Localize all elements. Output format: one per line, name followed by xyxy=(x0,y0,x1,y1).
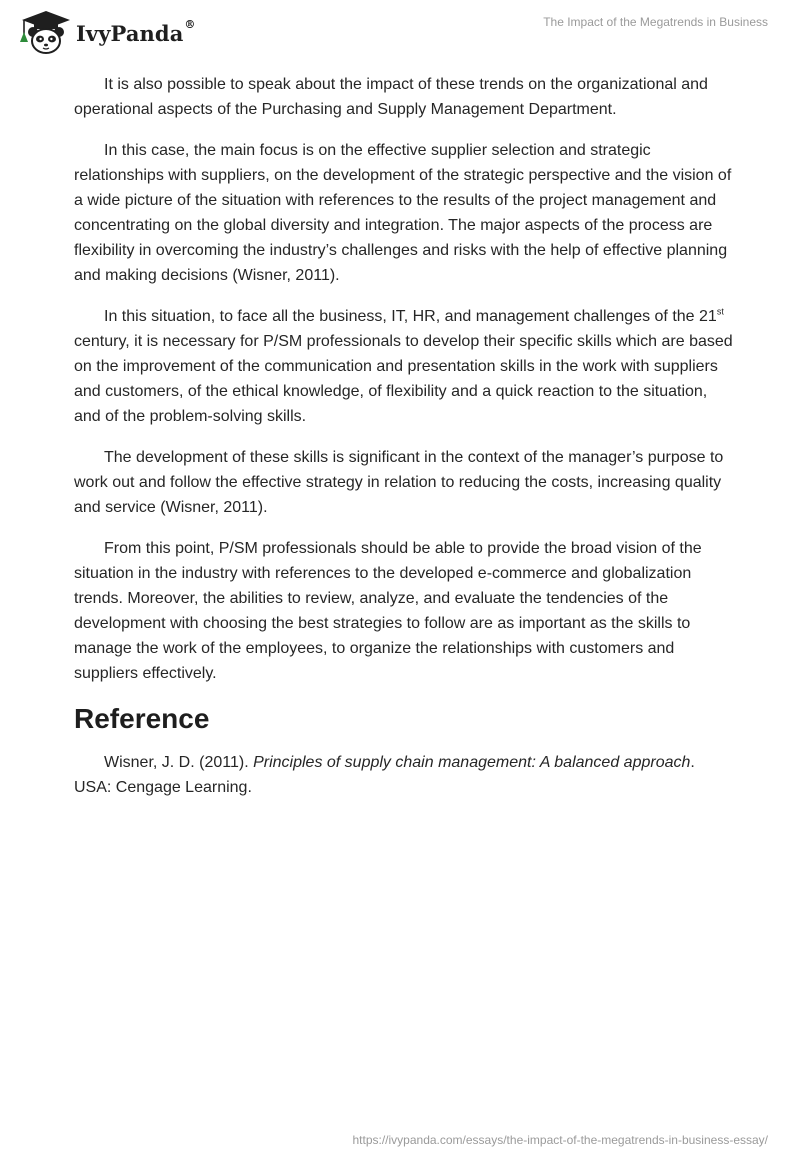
body-paragraph: The development of these skills is significant in the context of the manager’s purpose to work out and follow the effective strategy in relation to reducing the costs, increasing quality and service (Wisner, 2011). xyxy=(74,449,724,516)
reference-period: . xyxy=(690,754,695,771)
paragraph-text: century, it is necessary for P/SM professionals to develop their specific skills which are based on the improvement of the communication and presentation skills in the work with suppliers and customers, of the ethical knowledge, of flexibility and a quick reaction to the situation, and of the problem-solving skills. xyxy=(74,333,733,425)
body-paragraph: It is also possible to speak about the impact of these trends on the organizational and operational aspects of the Purchasing and Supply Management Department. xyxy=(74,76,708,118)
page-header xyxy=(0,0,800,60)
reference-publisher: USA: Cengage Learning. xyxy=(74,779,252,796)
paragraph-text: In this situation, to face all the business, IT, HR, and management challenges of the 21 xyxy=(104,308,717,325)
body-paragraph: In this case, the main focus is on the effective supplier selection and strategic relationships with suppliers, on the development of the strategic perspective and the vision of a wide picture of the situation with references to the results of the project management and concentrating on the global diversity and integration. The major aspects of the process are flexibility in overcoming the industry’s challenges and risks with the help of effective planning and making decisions (Wisner, 2011). xyxy=(74,142,732,284)
source-url[interactable]: https://ivypanda.com/essays/the-impact-of-the-megatrends-in-business-essay/ xyxy=(352,1133,768,1147)
panda-graduate-icon xyxy=(14,8,74,56)
body-paragraph xyxy=(74,304,734,429)
reference-authors: Wisner, J. D. (2011). xyxy=(104,754,254,771)
brand-name-text: IvyPanda xyxy=(76,20,184,46)
body-paragraph: From this point, P/SM professionals should be able to provide the broad vision of the situation in the industry with references to the developed e-commerce and globalization trends. Moreover, the abilities to review, analyze, and evaluate the tendencies of the development with choosing the best strategies to follow are as important as the skills to manage the work of the employees, to organize the relationships with customers and suppliers effectively. xyxy=(74,540,702,682)
registered-mark: ® xyxy=(184,17,196,31)
ordinal-superscript: st xyxy=(716,306,724,317)
reference-entry xyxy=(74,750,734,800)
reference-title: Principles of supply chain management: A balanced approach xyxy=(253,754,691,771)
brand-logo[interactable] xyxy=(14,8,196,56)
reference-heading: Reference xyxy=(74,703,210,734)
brand-name xyxy=(76,17,196,46)
running-title: The Impact of the Megatrends in Business xyxy=(543,15,768,29)
essay-content xyxy=(74,72,734,816)
